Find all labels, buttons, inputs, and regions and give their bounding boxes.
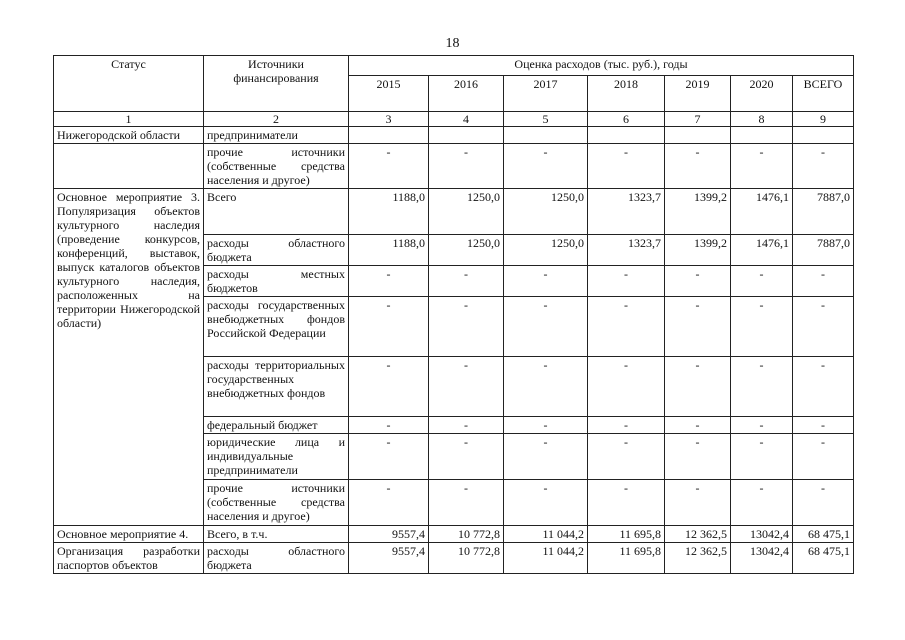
value-cell: -: [665, 144, 731, 189]
column-number: 3: [349, 112, 429, 127]
value-cell: -: [793, 480, 854, 526]
value-cell: -: [731, 417, 793, 434]
column-number: 7: [665, 112, 731, 127]
value-cell: [793, 127, 854, 144]
value-cell: -: [504, 417, 588, 434]
value-cell: 1399,2: [665, 235, 731, 266]
value-cell: 13042,4: [731, 543, 793, 574]
value-cell: -: [429, 357, 504, 417]
value-cell: -: [793, 297, 854, 357]
value-cell: 1250,0: [504, 235, 588, 266]
value-cell: -: [429, 434, 504, 480]
column-number: 8: [731, 112, 793, 127]
value-cell: 1476,1: [731, 235, 793, 266]
value-cell: -: [665, 434, 731, 480]
source-cell: федеральный бюджет: [204, 417, 349, 434]
value-cell: -: [588, 480, 665, 526]
value-cell: 13042,4: [731, 526, 793, 543]
table-row: [54, 189, 854, 235]
value-cell: -: [429, 297, 504, 357]
total-header: ВСЕГО: [793, 76, 854, 112]
value-cell: -: [588, 266, 665, 297]
value-cell: -: [731, 480, 793, 526]
source-cell: прочие источники (собственные средства населения и другое): [204, 480, 349, 526]
activity-3-status-cell: Основное мероприятие 3. Популяризация объектов культурного наследия (проведение конкурсов, конференций, выставок, выпуск каталогов объектов культурного наследия, расположенных на территории Нижегородской области): [54, 189, 204, 526]
value-cell: 1188,0: [349, 235, 429, 266]
value-cell: -: [588, 144, 665, 189]
value-cell: -: [731, 266, 793, 297]
value-cell: 1250,0: [429, 235, 504, 266]
value-cell: -: [731, 297, 793, 357]
value-cell: -: [665, 357, 731, 417]
source-cell: Всего: [204, 189, 349, 235]
value-cell: 7887,0: [793, 189, 854, 235]
status-cell: Нижегородской области: [54, 127, 204, 144]
source-cell: расходы государственных внебюджетных фондов Российской Федерации: [204, 297, 349, 357]
value-cell: 11 695,8: [588, 543, 665, 574]
column-number: 9: [793, 112, 854, 127]
value-cell: -: [793, 434, 854, 480]
value-cell: -: [588, 297, 665, 357]
status-cell: Организация разработки паспортов объектов: [54, 543, 204, 574]
activity-4-status-cell: Основное мероприятие 4.: [54, 526, 204, 543]
value-cell: -: [588, 434, 665, 480]
value-cell: -: [731, 434, 793, 480]
page-number: 18: [445, 36, 460, 51]
value-cell: -: [665, 297, 731, 357]
value-cell: -: [349, 297, 429, 357]
value-cell: 68 475,1: [793, 526, 854, 543]
value-cell: 1250,0: [429, 189, 504, 235]
value-cell: 9557,4: [349, 526, 429, 543]
value-cell: 9557,4: [349, 543, 429, 574]
status-header: Статус: [54, 56, 204, 112]
value-cell: -: [429, 144, 504, 189]
value-cell: 68 475,1: [793, 543, 854, 574]
source-cell: расходы местных бюджетов: [204, 266, 349, 297]
value-cell: -: [349, 434, 429, 480]
value-cell: 1323,7: [588, 235, 665, 266]
sources-header: Источники финансирования: [204, 56, 349, 112]
value-cell: -: [665, 480, 731, 526]
value-cell: 12 362,5: [665, 526, 731, 543]
value-cell: -: [731, 144, 793, 189]
value-cell: -: [504, 434, 588, 480]
table-row: [54, 144, 854, 189]
column-number: 1: [54, 112, 204, 127]
status-cell: [54, 144, 204, 189]
value-cell: -: [429, 417, 504, 434]
value-cell: -: [429, 266, 504, 297]
value-cell: 11 695,8: [588, 526, 665, 543]
value-cell: [349, 127, 429, 144]
value-cell: -: [349, 480, 429, 526]
value-cell: -: [349, 266, 429, 297]
value-cell: -: [731, 357, 793, 417]
value-cell: [588, 127, 665, 144]
source-cell: юридические лица и индивидуальные предприниматели: [204, 434, 349, 480]
value-cell: 1250,0: [504, 189, 588, 235]
year-header: 2017: [504, 76, 588, 112]
value-cell: 1399,2: [665, 189, 731, 235]
source-cell: прочие источники (собственные средства населения и другое): [204, 144, 349, 189]
source-cell: расходы областного бюджета: [204, 543, 349, 574]
value-cell: -: [349, 144, 429, 189]
value-cell: 1323,7: [588, 189, 665, 235]
value-cell: -: [429, 480, 504, 526]
value-cell: 11 044,2: [504, 526, 588, 543]
value-cell: -: [349, 357, 429, 417]
header-row: [54, 56, 854, 76]
source-cell: предприниматели: [204, 127, 349, 144]
value-cell: -: [665, 417, 731, 434]
value-cell: 10 772,8: [429, 526, 504, 543]
column-numbers-row: [54, 112, 854, 127]
value-cell: -: [504, 357, 588, 417]
value-cell: -: [349, 417, 429, 434]
year-header: 2018: [588, 76, 665, 112]
year-header: 2019: [665, 76, 731, 112]
value-cell: 1476,1: [731, 189, 793, 235]
value-cell: 10 772,8: [429, 543, 504, 574]
source-cell: расходы территориальных государственных внебюджетных фондов: [204, 357, 349, 417]
value-cell: [429, 127, 504, 144]
value-cell: 1188,0: [349, 189, 429, 235]
year-header: 2016: [429, 76, 504, 112]
table-row: [54, 127, 854, 144]
value-cell: -: [588, 357, 665, 417]
value-cell: [665, 127, 731, 144]
table-row: [54, 526, 854, 543]
column-number: 6: [588, 112, 665, 127]
value-cell: -: [504, 480, 588, 526]
estimate-header: Оценка расходов (тыс. руб.), годы: [349, 56, 854, 76]
value-cell: 11 044,2: [504, 543, 588, 574]
value-cell: -: [793, 266, 854, 297]
table-row: [54, 543, 854, 574]
column-number: 5: [504, 112, 588, 127]
budget-table: [53, 55, 854, 574]
value-cell: [731, 127, 793, 144]
year-header: 2015: [349, 76, 429, 112]
value-cell: -: [665, 266, 731, 297]
value-cell: -: [793, 417, 854, 434]
value-cell: 12 362,5: [665, 543, 731, 574]
column-number: 4: [429, 112, 504, 127]
source-cell: Всего, в т.ч.: [204, 526, 349, 543]
value-cell: [504, 127, 588, 144]
value-cell: -: [504, 144, 588, 189]
value-cell: -: [793, 357, 854, 417]
source-cell: расходы областного бюджета: [204, 235, 349, 266]
column-number: 2: [204, 112, 349, 127]
value-cell: -: [504, 266, 588, 297]
value-cell: -: [588, 417, 665, 434]
value-cell: 7887,0: [793, 235, 854, 266]
value-cell: -: [793, 144, 854, 189]
year-header: 2020: [731, 76, 793, 112]
value-cell: -: [504, 297, 588, 357]
